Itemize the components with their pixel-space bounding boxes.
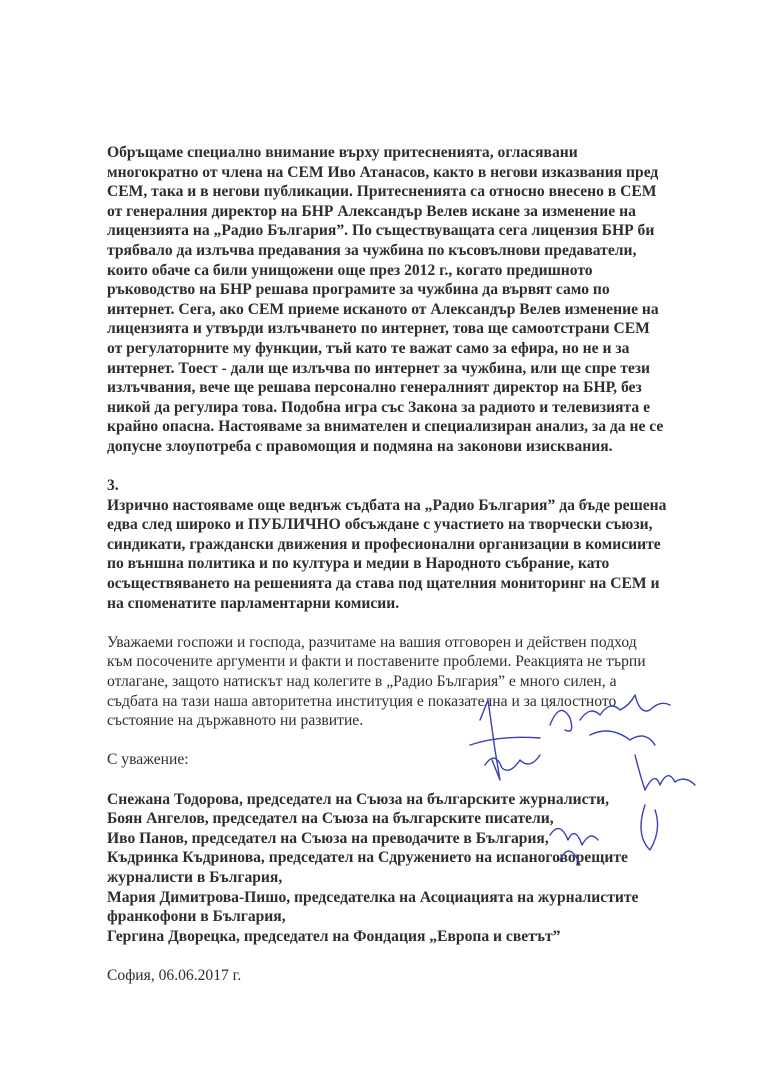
text-line: крайно опасна. Настояваме за внимателен и специализиран анализ, за да не се	[107, 418, 664, 436]
signature-1	[470, 700, 540, 780]
text-line: от генералния директор на БНР Александър Велев искане за изменение на	[107, 202, 636, 220]
text-line: състояние на държавното ни развитие.	[107, 712, 364, 730]
text-line: ръководство на БНР решава програмите за чужбина да вървят само по	[107, 281, 610, 299]
signature-3	[635, 755, 695, 790]
signatory-line: Къдринка Къдринова, председател на Сдружението на испаноговорещите	[107, 849, 628, 867]
text-line: лицензията на „Радио България”. По съществуващата сега лицензия БНР би	[107, 222, 655, 240]
place-and-date: София, 06.06.2017 г.	[107, 966, 242, 984]
text-line: Обръщаме специално внимание върху притесненията, огласявани	[107, 144, 578, 161]
text-line: синдикати, граждански движения и професионални организации в комисиите	[107, 535, 661, 553]
signatory-line: Снежана Тодорова, председател на Съюза на българските журналисти,	[107, 790, 610, 808]
text-line: едва след широко и ПУБЛИЧНО обсъждане с участието на творчески съюзи,	[107, 516, 653, 534]
text-line: отлагане, защото натискът над колегите в „Радио България” е много силен, а	[107, 673, 617, 691]
text-line: съдбата на тази наша авторитетна институция е показателна и за цялостното	[107, 692, 617, 710]
text-line: по външна политика и по култура и медии в Народното събрание, като	[107, 555, 610, 573]
signatory-line: Мария Димитрова-Пишо, председателка на Асоциацията на журналистите	[107, 888, 639, 906]
text-line: към посочените аргументи и факти и поставените проблеми. Реакцията не търпи	[107, 653, 646, 671]
signature-4	[641, 805, 658, 850]
text-line: Уважаеми госпожи и господа, разчитаме на вашия отговорен и действен подход	[107, 633, 637, 651]
signatory-line: Иво Панов, председател на Съюза на преводачите в България,	[107, 829, 549, 847]
section-3	[107, 476, 707, 613]
section-number: 3.	[107, 477, 119, 495]
text-line: които обаче са били унищожени още през 2012 г., когато предишното	[107, 261, 593, 279]
text-line: трябвало да излъчва предавания за чужбина по късовълнови предаватели,	[107, 241, 637, 259]
paragraph-cem-concerns	[107, 143, 707, 457]
text-line: интернет. Тоест - дали ще излъчва по интернет за чужбина, или ще спре тези	[107, 359, 651, 377]
text-line: допусне злоупотреба с правомощия и подмяна на законови изисквания.	[107, 437, 613, 455]
text-line: Изрично настояваме още веднъж съдбата на „Радио България” да бъде решена	[107, 496, 667, 514]
handwritten-signatures	[440, 690, 700, 880]
signatory-line: Боян Ангелов, председател на Съюза на българските писатели,	[107, 810, 554, 828]
signatory-line: франкофони в България,	[107, 908, 286, 926]
salutation: С уважение:	[107, 751, 189, 769]
text-line: многократно от члена на СЕМ Иво Атанасов, както в негови изказвания пред	[107, 163, 659, 181]
signatory-line: журналисти в България,	[107, 868, 283, 886]
text-line: излъчвания, вече ще решава персонално генералният директор на БНР, без	[107, 379, 642, 397]
text-line: лицензията и утвърди излъчването по интернет, това ще самоотстрани СЕМ	[107, 320, 650, 338]
text-line: никой да регулира това. Подобна игра със Закона за радиото и телевизията е	[107, 398, 651, 416]
text-line: интернет. Сега, ако СЕМ приеме исканото от Александър Велев изменение на	[107, 300, 659, 318]
signatory-line: Гергина Дворецка, председател на Фондация „Европа и светът”	[107, 927, 561, 945]
signature-5	[550, 829, 598, 865]
signature-2	[550, 695, 670, 745]
text-line: осъществяването на решенията да става под щателния мониторинг на СЕМ и	[107, 575, 660, 593]
text-line: от регулаторните му функции, тъй като те важат само за ефира, но не и за	[107, 339, 630, 357]
text-line: на споменатите парламентарни комисии.	[107, 594, 400, 612]
text-line: СЕМ, така и в негови публикации. Притесненията са относно внесено в СЕМ	[107, 183, 657, 201]
